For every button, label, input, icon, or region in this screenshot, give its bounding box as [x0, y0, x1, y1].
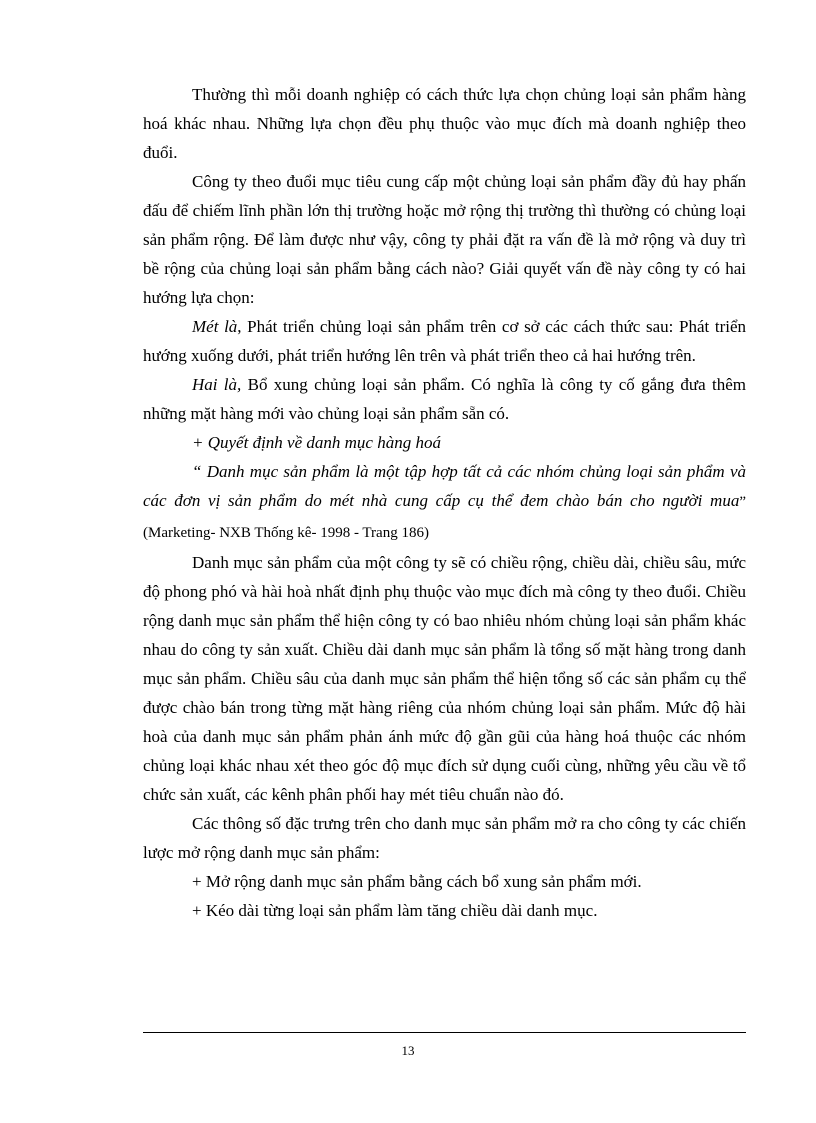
- quote-paragraph: [143, 457, 746, 548]
- paragraph-4-lead: Hai là,: [192, 375, 242, 394]
- paragraph-4: [143, 370, 746, 428]
- paragraph-1: Thường thì mỗi doanh nghiệp có cách thức lựa chọn chủng loại sản phẩm hàng hoá khác nhau. Những lựa chọn đều phụ thuộc vào mục đích mà doanh nghiệp theo đuổi.: [143, 85, 746, 162]
- footer-divider: [143, 1032, 746, 1033]
- quote-source: ” (Marketing- NXB Thống kê- 1998 - Trang 186): [143, 494, 746, 541]
- paragraph-3-body: , Phát triển chủng loại sản phẩm trên cơ sở các cách thức sau: Phát triển hướng xuống dưới, phát triển hướng lên trên và phát triển theo cả hai hướng trên.: [143, 317, 746, 365]
- paragraph-6: Các thông số đặc trưng trên cho danh mục sản phẩm mở ra cho công ty các chiến lược mở rộng danh mục sản phẩm:: [143, 814, 746, 862]
- bullet-1: + Mở rộng danh mục sản phẩm bằng cách bổ xung sản phẩm mới.: [192, 872, 642, 891]
- paragraph-2: Công ty theo đuổi mục tiêu cung cấp một chủng loại sản phẩm đầy đủ hay phấn đấu để chiếm lĩnh phần lớn thị trường hoặc mở rộng thị trường thì thường có chủng loại sản phẩm rộng. Để làm được như vậy, công ty phải đặt ra vấn đề là mở rộng và duy trì bề rộng của chủng loại sản phẩm bằng cách nào? Giải quyết vấn đề này công ty có hai hướng lựa chọn:: [143, 172, 746, 307]
- body-text: [143, 80, 746, 925]
- paragraph-5: Danh mục sản phẩm của một công ty sẽ có chiều rộng, chiều dài, chiều sâu, mức độ phong phó và hài hoà nhất định phụ thuộc vào mục đích mà công ty theo đuổi. Chiều rộng danh mục sản phẩm thể hiện công ty có bao nhiêu nhóm chủng loại sản phẩm khác nhau do công ty sản xuất. Chiều dài danh mục sản phẩm là tổng số mặt hàng trong danh mục sản phẩm. Chiều sâu của danh mục sản phẩm thể hiện tổng số các sản phẩm cụ thể được chào bán trong từng mặt hàng riêng của nhóm chủng loại sản phẩm. Mức độ hài hoà của danh mục sản phẩm phản ánh mức độ gần gũi của hàng hoá thuộc các nhóm chủng loại khác nhau xét theo góc độ mục đích sử dụng cuối cùng, những yêu cầu về tổ chức sản xuất, các kênh phân phối hay mét tiêu chuẩn nào đó.: [143, 553, 746, 804]
- paragraph-3-lead: Mét là: [192, 317, 238, 336]
- bullet-2: + Kéo dài từng loại sản phẩm làm tăng chiều dài danh mục.: [192, 901, 598, 920]
- section-heading: [143, 428, 746, 457]
- paragraph-4-body: Bổ xung chủng loại sản phẩm. Có nghĩa là công ty cố gắng đưa thêm những mặt hàng mới vào chủng loại sản phẩm sẵn có.: [143, 375, 746, 423]
- quote-text: “ Danh mục sản phẩm là một tập hợp tất cả các nhóm chủng loại sản phẩm và các đơn vị sản phẩm do mét nhà cung cấp cụ thể đem chào bán cho người mua: [143, 462, 746, 510]
- paragraph-3: [143, 312, 746, 370]
- section-heading-text: + Quyết định về danh mục hàng hoá: [192, 433, 441, 452]
- page-number: 13: [401, 1043, 415, 1058]
